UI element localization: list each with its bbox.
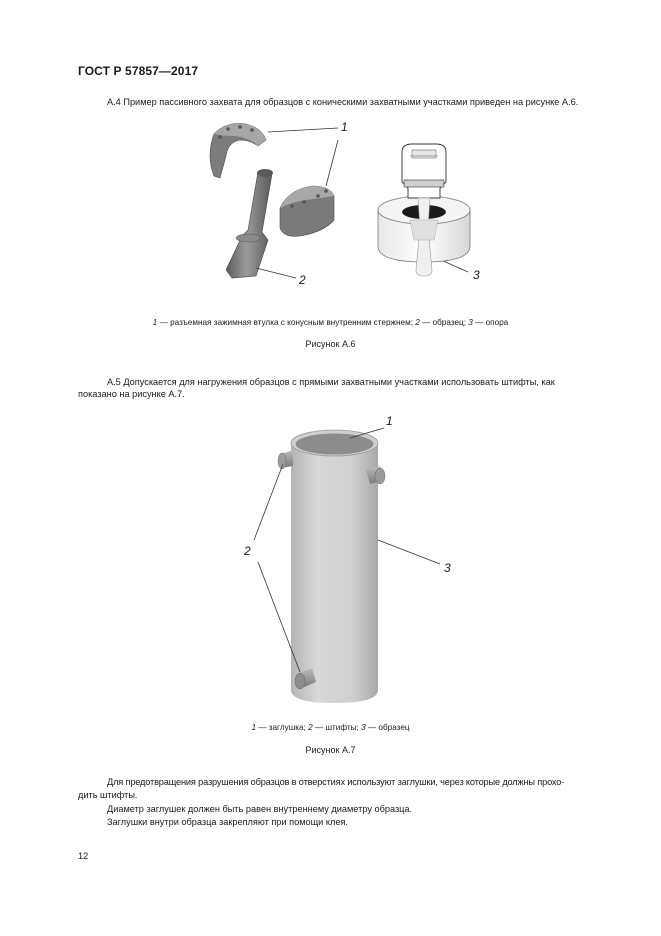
- figure-a7-callout-1: 1: [386, 414, 393, 428]
- figure-a6-callout-2: 2: [299, 273, 306, 287]
- body-paragraph-1-line1: Для предотвращения разрушения образцов в отверстиях используют заглушки, через которые должны прохо-: [107, 777, 565, 787]
- specimen-tube: [291, 430, 378, 703]
- figure-a7-legend: 1 — заглушка; 2 — штифты; 3 — образец: [251, 723, 410, 732]
- body-paragraph-1-line2: дить штифты.: [78, 790, 138, 800]
- figure-a6-illustration: [0, 0, 661, 320]
- figure-a7-callout-3: 3: [444, 561, 451, 575]
- figure-a7-title: Рисунок А.7: [305, 745, 356, 755]
- section-a4-text: А.4 Пример пассивного захвата для образцов с коническими захватными участками приведен на рисунке А.6.: [107, 97, 579, 107]
- body-paragraph-2: Диаметр заглушек должен быть равен внутреннему диаметру образца.: [107, 804, 413, 814]
- body-paragraph-3: Заглушки внутри образца закрепляют при помощи клея.: [107, 817, 348, 827]
- split-sleeve-upper: [210, 123, 266, 178]
- grip-assembly: [378, 144, 470, 276]
- figure-a7-illustration: [0, 400, 661, 720]
- section-a5-line1: А.5 Допускается для нагружения образцов с прямыми захватными участками использовать штифты, как: [107, 377, 555, 387]
- section-a5-line2: показано на рисунке А.7.: [78, 389, 185, 399]
- figure-a7-callout-2: 2: [244, 544, 251, 558]
- figure-a6-title: Рисунок А.6: [305, 339, 356, 349]
- specimen-conical: [226, 169, 273, 278]
- figure-a6-callout-3: 3: [473, 268, 480, 282]
- figure-a6-callout-1: 1: [341, 120, 348, 134]
- page-number: 12: [78, 851, 89, 861]
- figure-a6-legend: 1 — разъемная зажимная втулка с конусным внутренним стержнем; 2 — образец; 3 — опора: [152, 318, 509, 327]
- plug-top: [296, 434, 374, 455]
- split-sleeve-lower: [280, 186, 334, 236]
- document-header: ГОСТ Р 57857—2017: [78, 64, 199, 78]
